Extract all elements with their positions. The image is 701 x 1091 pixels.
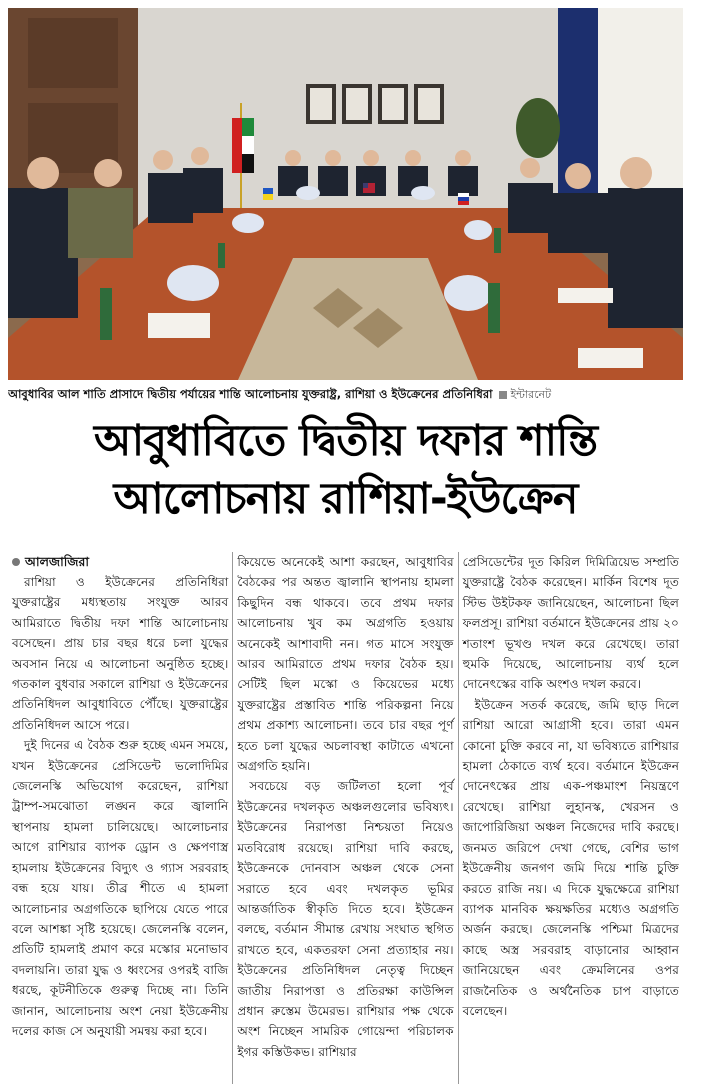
headline [8,412,683,528]
photo-icon [8,8,683,380]
article-column-2 [232,552,457,1084]
byline [12,552,228,572]
headline-line-2: আলোচনায় রাশিয়া-ইউক্রেন [113,474,578,524]
news-photo [8,8,683,380]
headline-line-1: আবুধাবিতে দ্বিতীয় দফার শান্তি [93,416,598,466]
paragraph: রাশিয়া ও ইউক্রেনের প্রতিনিধিরা যুক্তরাষ্ট্রের মধ্যস্থতায় সংযুক্ত আরব আমিরাতে দ্বিতীয় দফা শান্তি আলোচনায় বসেছেন। প্রায় চার বছর ধরে চলা যুদ্ধের অবসান নিয়ে এ আলোচনা অনুষ্ঠিত হচ্ছে। গতকাল বুধবার সকালে রাশিয়া ও ইউক্রেনের প্রতিনিধিদল আবুধাবিতে পৌঁছে। যুক্তরাষ্ট্রের প্রতিনিধিদল আসে পরে। [12,575,229,732]
paragraph: সবচেয়ে বড় জটিলতা হলো পূর্ব ইউক্রেনের দখলকৃত অঞ্চলগুলোর ভবিষ্যৎ। ইউক্রেনের নিরাপত্তা নিশ্চয়তা নিয়েও মতবিরোধ রয়েছে। রাশিয়া দাবি করছে, ইউক্রেনকে দোনবাস অঞ্চল থেকে সেনা সরাতে হবে এবং দখলকৃত ভূমির আন্তর্জাতিক স্বীকৃতি দিতে হবে। ইউক্রেন বলছে, বর্তমান সীমান্ত রেখায় সংঘাত স্থগিত রাখতে হবে, একতরফা সেনা প্রত্যাহার নয়। ইউক্রেনের প্রতিনিধিদল নেতৃত্ব দিচ্ছেন জাতীয় নিরাপত্তা ও প্রতিরক্ষা কাউন্সিল প্রধান রুস্তেম উমেরভ। রাশিয়ার পক্ষ থেকে অংশ নিচ্ছেন সামরিক গোয়েন্দা পরিচালক ইগর কস্তিউকভ। রাশিয়ার [237,779,454,1059]
article-column-1 [8,552,232,1084]
paragraph: ইউক্রেন সতর্ক করেছে, জমি ছাড় দিলে রাশিয়া আরো আগ্রাসী হবে। তারা এমন কোনো চুক্তি করবে না, যা ভবিষ্যতে রাশিয়ার হামলা ঠেকাতে ব্যর্থ হবে। বর্তমানে ইউক্রেন দোনেৎস্কের প্রায় এক-পঞ্চমাংশ নিয়ন্ত্রণে রেখেছে। রাশিয়া লুহানস্ক, খেরসন ও জাপোরিজিয়া অঞ্চল নিজেদের দাবি করছে। জনমত জরিপে দেখা গেছে, বেশির ভাগ ইউক্রেনীয় জনগণ জমি দিয়ে শান্তি চুক্তি করতে রাজি নয়। এ দিকে যুদ্ধক্ষেত্রে রাশিয়া ব্যাপক মানবিক ক্ষয়ক্ষতির মধ্যেও অগ্রগতি অর্জন করছে। জেলেনস্কি পশ্চিমা মিত্রদের কাছে অস্ত্র সরবরাহ বাড়ানোর আহ্বান জানিয়েছেন এবং ক্রেমলিনের ওপর রাজনৈতিক ও অর্থনৈতিক চাপ বাড়াতে বলেছেন। [462,697,679,1018]
article-column-3 [458,552,683,1084]
byline-source: আলজাজিরা [25,554,89,569]
article-body [8,552,683,1084]
caption-source: ইন্টারনেট [510,387,552,401]
caption-text: আবুধাবির আল শাতি প্রাসাদে দ্বিতীয় পর্যায়ের শান্তি আলোচনায় যুক্তরাষ্ট্র, রাশিয়া ও ইউক্রেনের প্রতিনিধিরা [8,386,493,401]
photo-caption [8,384,683,406]
paragraph: কিয়েভে অনেকেই আশা করছেন, আবুধাবির বৈঠকের পর অন্তত জ্বালানি স্থাপনায় হামলা কিছুদিন বন্ধ থাকবে। তবে প্রথম দফার আলোচনায় খুব কম অগ্রগতি হওয়ায় অনেকেই আশাবাদী নন। গত মাসে সংযুক্ত আরব আমিরাতে প্রথম দফার বৈঠক হয়। সেটিই ছিল মস্কো ও কিয়েভের মধ্যে যুক্তরাষ্ট্রের প্রস্তাবিত শান্তি পরিকল্পনা নিয়ে প্রথম প্রকাশ্য আলোচনা। তবে চার বছর পূর্ণ হতে চলা যুদ্ধের অচলাবস্থা কাটাতে এখনো অগ্রগতি হয়নি। [237,555,454,774]
source-square-icon [499,391,507,399]
bullet-icon [12,558,20,566]
paragraph: দুই দিনের এ বৈঠক শুরু হচ্ছে এমন সময়ে, যখন ইউক্রেনের প্রেসিডেন্ট ভলোদিমির জেলেনস্কি অভিযোগ করেছেন, রাশিয়া ট্রাম্প-সমঝোতা লঙ্ঘন করে জ্বালানি স্থাপনায় হামলা চালিয়েছে। আলোচনার আগে রাশিয়ার ব্যাপক ড্রোন ও ক্ষেপণাস্ত্র হামলায় ইউক্রেনের বিদ্যুৎ ও গ্যাস সরবরাহ বন্ধ হয়ে যায়। তীব্র শীতে এ হামলা আলোচনার অগ্রগতিকে ছাপিয়ে যেতে পারে বলে আশঙ্কা সৃষ্টি হয়েছে। জেলেনস্কি বলেন, প্রতিটি হামলাই প্রমাণ করে মস্কোর মনোভাব বদলায়নি। তারা যুদ্ধ ও ধ্বংসের ওপরই বাজি ধরছে, কূটনীতিকে গুরুত্ব দিচ্ছে না। তিনি জানান, আলোচনায় অংশ নেয়া ইউক্রেনীয় দলের কাজ সে অনুযায়ী সমন্বয় করা হবে। [12,738,229,1038]
paragraph: প্রেসিডেন্টের দূত কিরিল দিমিত্রিয়েভ সম্প্রতি যুক্তরাষ্ট্রে বৈঠক করেছেন। মার্কিন বিশেষ দূত স্টিভ উইটকফ জানিয়েছেন, আলোচনা ছিল ফলপ্রসূ। রাশিয়া বর্তমানে ইউক্রেনের প্রায় ২০ শতাংশ ভূখণ্ড দখল করে রেখেছে। তারা হুমকি দিয়েছে, আলোচনায় ব্যর্থ হলে দোনেৎস্কের বাকি অংশও দখল করবে। [462,555,679,692]
